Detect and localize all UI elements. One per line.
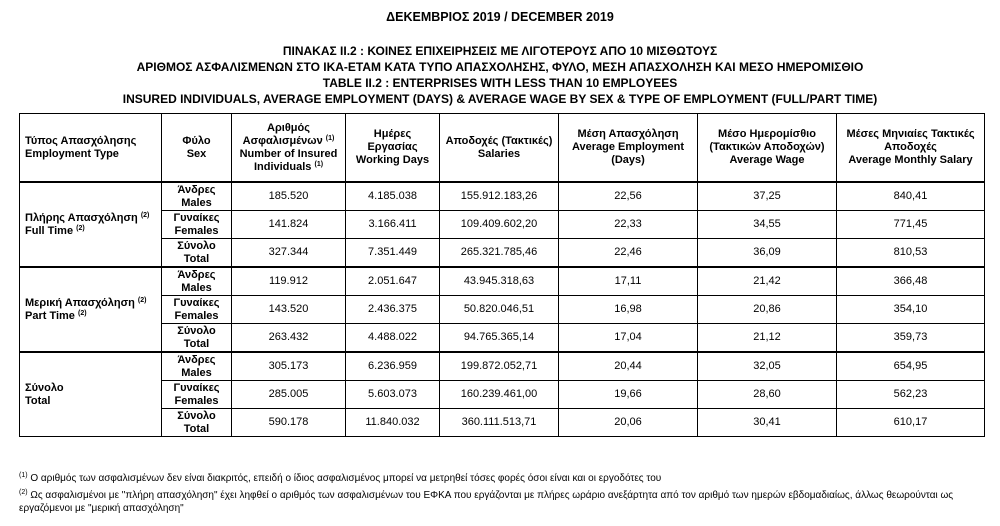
table-row	[20, 296, 985, 324]
header-row	[20, 114, 985, 183]
monthly-cell: 810,53	[837, 239, 985, 268]
avg-emp-cell: 17,04	[559, 324, 698, 353]
sex-cell: Γυναίκες Females	[162, 211, 232, 239]
col-insured: Αριθμός Ασφαλισμένων $^{(1)}$ Number of Insured Individuals $^{(1)}$	[232, 114, 346, 183]
table-row	[20, 324, 985, 353]
salaries-cell: 265.321.785,46	[440, 239, 559, 268]
sex-cell: Γυναίκες Females	[162, 381, 232, 409]
sex-cell: Σύνολο Total	[162, 324, 232, 353]
monthly-cell: 610,17	[837, 409, 985, 437]
insured-cell: 185.520	[232, 182, 346, 211]
employment-type-cell: Πλήρης Απασχόληση $^{(2)}$ Full Time $^{(2)}$	[20, 182, 162, 267]
avg-emp-cell: 16,98	[559, 296, 698, 324]
avg-wage-cell: 28,60	[698, 381, 837, 409]
avg-wage-cell: 37,25	[698, 182, 837, 211]
monthly-cell: 354,10	[837, 296, 985, 324]
table-row	[20, 211, 985, 239]
monthly-cell: 359,73	[837, 324, 985, 353]
sex-cell: Άνδρες Males	[162, 182, 232, 211]
avg-emp-cell: 22,46	[559, 239, 698, 268]
avg-emp-cell: 22,33	[559, 211, 698, 239]
table-row	[20, 267, 985, 296]
days-cell: 5.603.073	[346, 381, 440, 409]
table-row	[20, 381, 985, 409]
table-title-english: TABLE II.2 : ENTERPRISES WITH LESS THAN 10 EMPLOYEES	[322, 76, 678, 90]
footnote-1: $^{(1)}$ Ο αριθμός των ασφαλισμένων δεν είναι διακριτός, επειδή ο ίδιος ασφαλισμένος μπορεί να μετρηθεί τόσες φορές όσοι είναι και οι εργοδότες του	[19, 472, 662, 484]
days-cell: 2.436.375	[346, 296, 440, 324]
col-sex: Φύλο Sex	[162, 114, 232, 183]
avg-emp-cell: 19,66	[559, 381, 698, 409]
salaries-cell: 43.945.318,63	[440, 267, 559, 296]
insured-cell: 263.432	[232, 324, 346, 353]
sex-cell: Άνδρες Males	[162, 267, 232, 296]
days-cell: 7.351.449	[346, 239, 440, 268]
avg-wage-cell: 21,42	[698, 267, 837, 296]
avg-wage-cell: 34,55	[698, 211, 837, 239]
sex-cell: Άνδρες Males	[162, 352, 232, 381]
avg-emp-cell: 20,06	[559, 409, 698, 437]
salaries-cell: 50.820.046,51	[440, 296, 559, 324]
insured-cell: 119.912	[232, 267, 346, 296]
sex-cell: Σύνολο Total	[162, 409, 232, 437]
avg-emp-cell: 22,56	[559, 182, 698, 211]
insured-cell: 141.824	[232, 211, 346, 239]
days-cell: 4.488.022	[346, 324, 440, 353]
footnote-2: $^{(2)}$ Ως ασφαλισμένοι με "πλήρη απασχόληση" έχει ληφθεί ο αριθμός των ασφαλισμένων του ΕΦΚΑ που εργάζονται με πλήρες ωράριο ανεξάρτητα από τον αριθμό των ημερών εβδομαδιαίως, άλλως θεωρούνται ως εργαζόμενοι με "μερική απασχόληση"	[19, 489, 954, 514]
salaries-cell: 155.912.183,26	[440, 182, 559, 211]
employment-type-cell: Μερική Απασχόληση $^{(2)}$ Part Time $^{(2)}$	[20, 267, 162, 352]
table-row	[20, 352, 985, 381]
col-employment-type: Τύπος Απασχόλησης Employment Type	[20, 114, 162, 183]
monthly-cell: 366,48	[837, 267, 985, 296]
insured-cell: 305.173	[232, 352, 346, 381]
col-average-wage: Μέσο Ημερομίσθιο (Τακτικών Αποδοχών) Average Wage	[698, 114, 837, 183]
insured-cell: 327.344	[232, 239, 346, 268]
employment-type-cell: Σύνολο Total	[20, 352, 162, 437]
col-salaries: Αποδοχές (Τακτικές) Salaries	[440, 114, 559, 183]
report-date: ΔΕΚΕΜΒΡΙΟΣ 2019 / DECEMBER 2019	[386, 10, 614, 24]
sex-cell: Γυναίκες Females	[162, 296, 232, 324]
insured-cell: 590.178	[232, 409, 346, 437]
col-working-days: Ημέρες Εργασίας Working Days	[346, 114, 440, 183]
insured-individuals-table	[19, 113, 985, 437]
avg-wage-cell: 30,41	[698, 409, 837, 437]
days-cell: 6.236.959	[346, 352, 440, 381]
salaries-cell: 109.409.602,20	[440, 211, 559, 239]
days-cell: 11.840.032	[346, 409, 440, 437]
avg-wage-cell: 21,12	[698, 324, 837, 353]
days-cell: 3.166.411	[346, 211, 440, 239]
insured-cell: 143.520	[232, 296, 346, 324]
table-row	[20, 182, 985, 211]
table-subtitle-greek: ΑΡΙΘΜΟΣ ΑΣΦΑΛΙΣΜΕΝΩΝ ΣΤΟ ΙΚΑ-ΕΤΑΜ ΚΑΤΑ ΤΥΠΟ ΑΠΑΣΧΟΛΗΣΗΣ, ΦΥΛΟ, ΜΕΣΗ ΑΠΑΣΧΟΛΗΣΗ ΚΑΙ ΜΕΣΟ ΗΜΕΡΟΜΙΣΘΙΟ	[136, 60, 864, 74]
table-row	[20, 409, 985, 437]
salaries-cell: 160.239.461,00	[440, 381, 559, 409]
avg-wage-cell: 36,09	[698, 239, 837, 268]
avg-emp-cell: 17,11	[559, 267, 698, 296]
sex-cell: Σύνολο Total	[162, 239, 232, 268]
salaries-cell: 199.872.052,71	[440, 352, 559, 381]
salaries-cell: 360.111.513,71	[440, 409, 559, 437]
avg-wage-cell: 20,86	[698, 296, 837, 324]
avg-wage-cell: 32,05	[698, 352, 837, 381]
days-cell: 4.185.038	[346, 182, 440, 211]
monthly-cell: 771,45	[837, 211, 985, 239]
table-body	[20, 182, 985, 437]
col-average-monthly-salary: Μέσες Μηνιαίες Τακτικές Αποδοχές Average Monthly Salary	[837, 114, 985, 183]
insured-cell: 285.005	[232, 381, 346, 409]
table-title-greek: ΠΙΝΑΚΑΣ ΙΙ.2 : ΚΟΙΝΕΣ ΕΠΙΧΕΙΡΗΣΕΙΣ ΜΕ ΛΙΓΟΤΕΡΟΥΣ ΑΠΟ 10 ΜΙΣΘΩΤΟΥΣ	[282, 44, 718, 58]
table-row	[20, 239, 985, 268]
monthly-cell: 654,95	[837, 352, 985, 381]
avg-emp-cell: 20,44	[559, 352, 698, 381]
col-average-employment: Μέση Απασχόληση Average Employment (Days)	[559, 114, 698, 183]
days-cell: 2.051.647	[346, 267, 440, 296]
monthly-cell: 840,41	[837, 182, 985, 211]
monthly-cell: 562,23	[837, 381, 985, 409]
salaries-cell: 94.765.365,14	[440, 324, 559, 353]
table-subtitle-english: INSURED INDIVIDUALS, AVERAGE EMPLOYMENT (DAYS) & AVERAGE WAGE BY SEX & TYPE OF EMPLOYMENT (FULL/PART TIME)	[122, 92, 878, 106]
